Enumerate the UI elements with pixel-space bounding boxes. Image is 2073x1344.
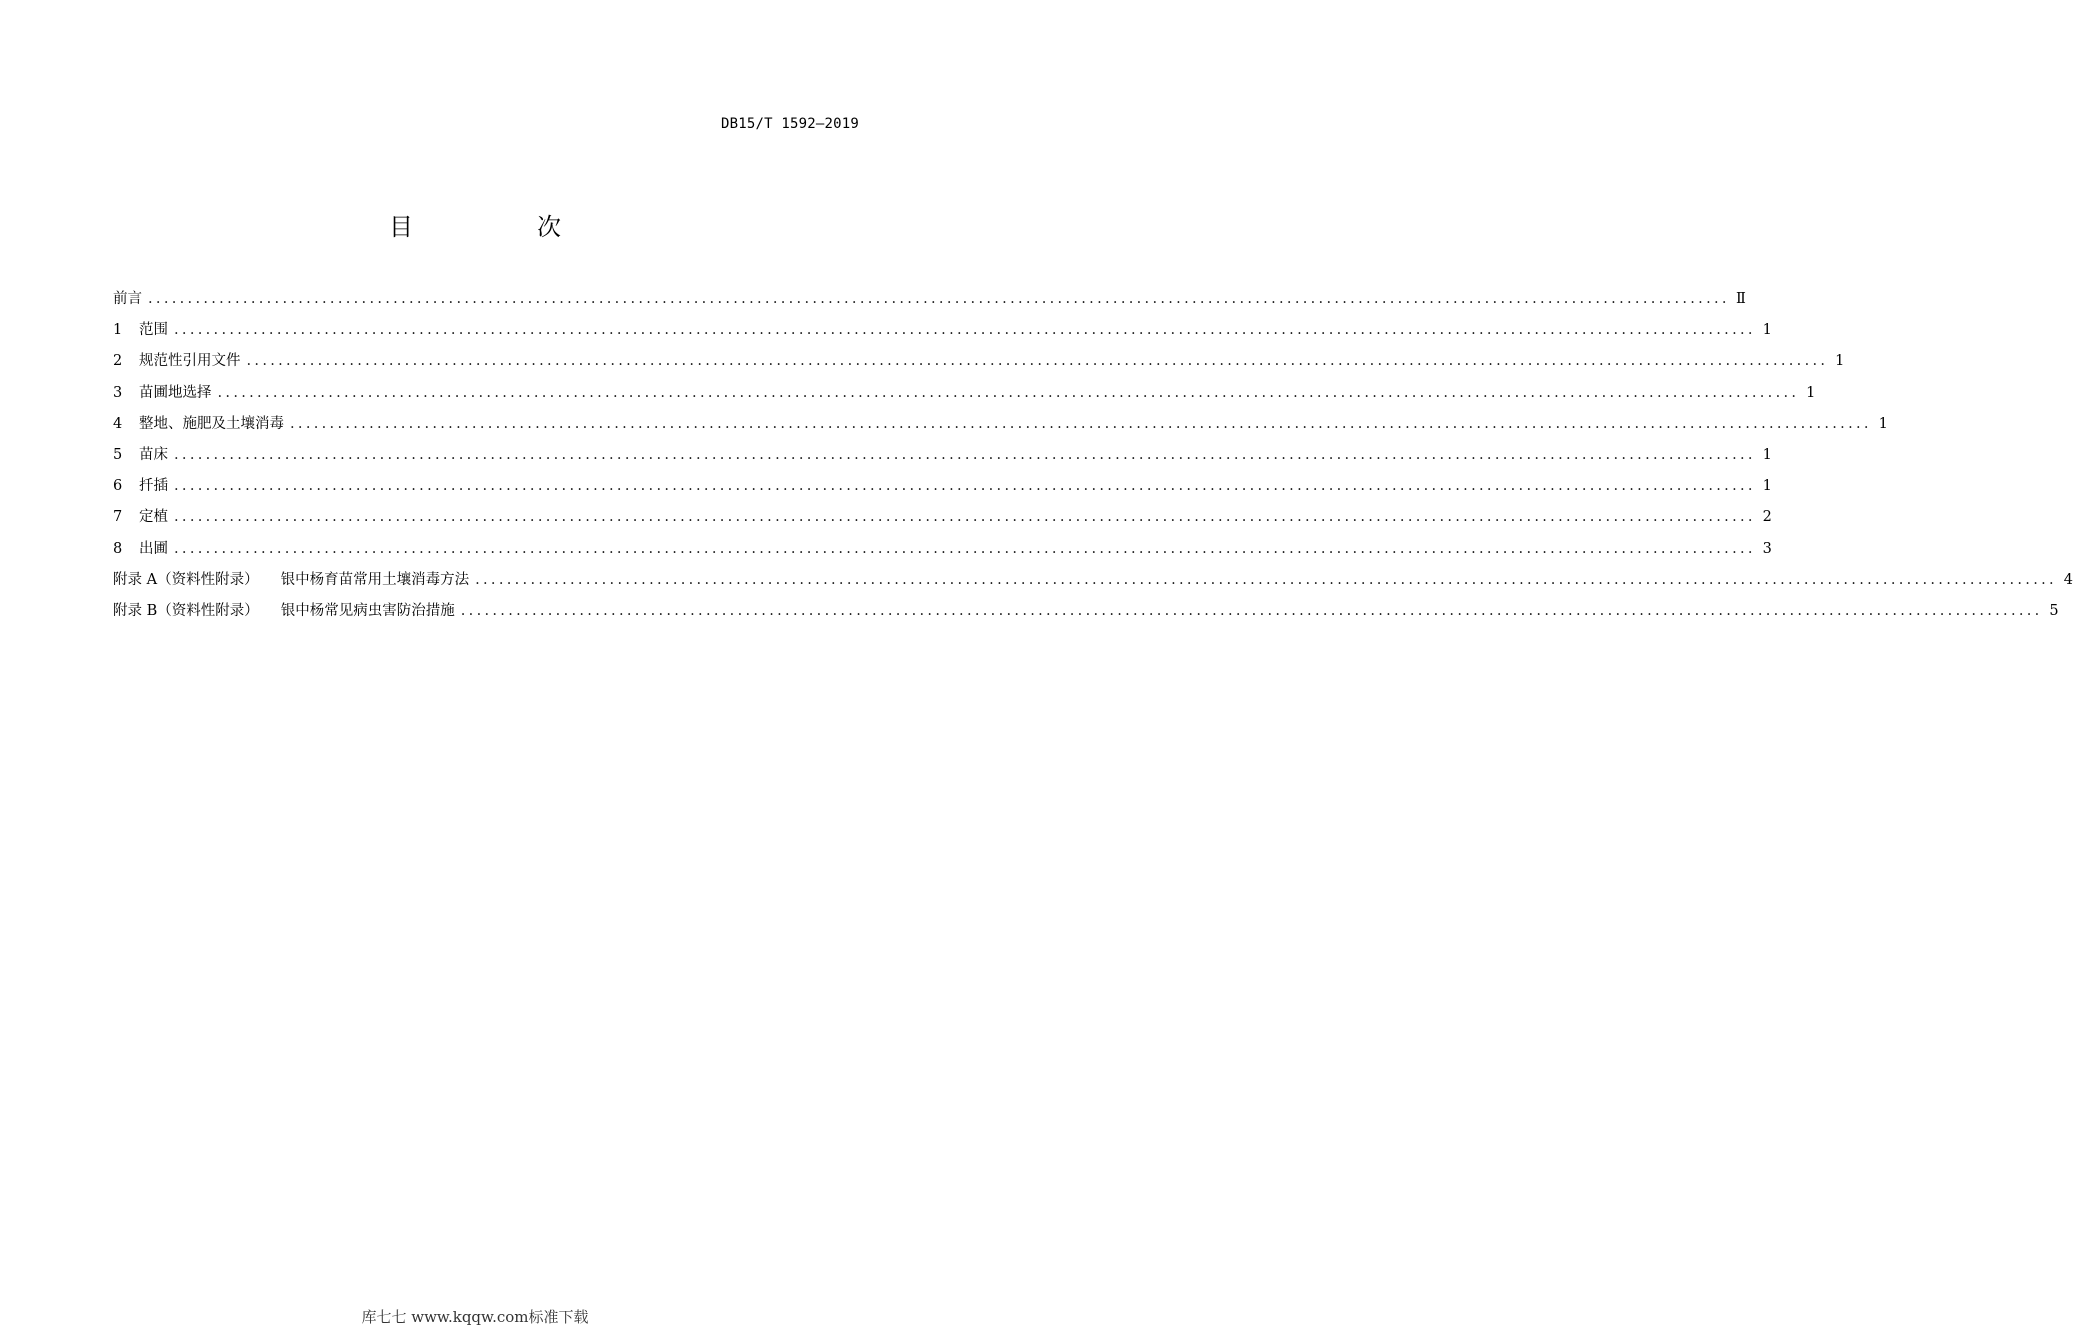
page-title: 目 次 (389, 213, 611, 241)
toc-entry-number: 8 (113, 540, 123, 557)
toc-entry-title: 苗床 (139, 446, 168, 463)
toc-entry-page-number: 4 (2063, 571, 2073, 588)
toc-entry-title: 规范性引用文件 (139, 353, 241, 370)
toc-entry-title: 附录 B（资料性附录） (113, 602, 259, 619)
toc-entry-title: 附录 A（资料性附录） (113, 571, 259, 588)
toc-dot-leader: ........................................................................................................................................................................................................ (460, 602, 2043, 619)
toc-entry[interactable] (113, 505, 1772, 536)
toc-entry-number: 4 (113, 415, 123, 432)
toc-entry-page-number: 1 (1835, 353, 1845, 370)
toc-entry-page-number: 1 (1762, 446, 1772, 463)
toc-entry-page-number: 1 (1806, 384, 1816, 401)
toc-dot-leader: ........................................................................................................................................................................................................ (174, 478, 1756, 495)
toc-dot-leader: ........................................................................................................................................................................................................ (290, 415, 1872, 432)
toc-dot-leader: ........................................................................................................................................................................................................ (174, 540, 1756, 557)
table-of-contents (113, 287, 2073, 630)
toc-entry[interactable] (113, 474, 1772, 505)
toc-entry-number: 1 (113, 322, 123, 339)
toc-entry-number: 2 (113, 353, 123, 370)
toc-entry-number: 5 (113, 446, 123, 463)
toc-entry[interactable] (113, 443, 1772, 474)
toc-entry-title: 苗圃地选择 (139, 384, 212, 401)
toc-entry[interactable] (113, 287, 1746, 318)
toc-entry-subtitle: 银中杨常见病虫害防治措施 (280, 602, 455, 619)
toc-dot-leader: ........................................................................................................................................................................................................ (246, 353, 1829, 370)
toc-dot-leader: ........................................................................................................................................................................................................ (174, 322, 1756, 339)
toc-entry-page-number: 1 (1878, 415, 1888, 432)
toc-entry-number: 6 (113, 478, 123, 495)
toc-entry[interactable] (113, 381, 1816, 412)
toc-entry-title: 出圃 (139, 540, 168, 557)
toc-entry-title: 整地、施肥及土壤消毒 (139, 415, 284, 432)
toc-entry-page-number: 3 (1762, 540, 1772, 557)
toc-entry[interactable] (113, 318, 1772, 349)
toc-dot-leader: ........................................................................................................................................................................................................ (174, 509, 1756, 526)
toc-entry[interactable] (113, 568, 2073, 599)
toc-entry-page-number: Ⅱ (1735, 291, 1746, 307)
toc-entry-page-number: 2 (1762, 509, 1772, 526)
toc-entry-title: 扦插 (139, 478, 168, 495)
footer-watermark: 库七七 www.kqqw.com标准下载 (361, 1308, 589, 1326)
toc-dot-leader: ........................................................................................................................................................................................................ (217, 384, 1800, 401)
toc-entry-page-number: 1 (1762, 478, 1772, 495)
toc-entry-title: 前言 (113, 291, 142, 307)
toc-entry-subtitle: 银中杨育苗常用土壤消毒方法 (280, 571, 470, 588)
toc-entry-title: 范围 (139, 322, 168, 339)
toc-entry-page-number: 1 (1762, 322, 1772, 339)
toc-dot-leader: ........................................................................................................................................................................................................ (475, 571, 2057, 588)
toc-entry-number: 7 (113, 509, 123, 526)
standard-code: DB15/T 1592—2019 (720, 116, 859, 132)
toc-entry-number: 3 (113, 384, 123, 401)
toc-dot-leader: ........................................................................................................................................................................................................ (148, 291, 1730, 307)
toc-entry-title: 定植 (139, 509, 168, 526)
toc-entry-page-number: 5 (2049, 602, 2059, 619)
toc-entry[interactable] (113, 599, 2059, 630)
toc-entry[interactable] (113, 537, 1772, 568)
toc-dot-leader: ........................................................................................................................................................................................................ (174, 446, 1756, 463)
toc-entry[interactable] (113, 349, 1845, 380)
toc-entry[interactable] (113, 412, 1888, 443)
